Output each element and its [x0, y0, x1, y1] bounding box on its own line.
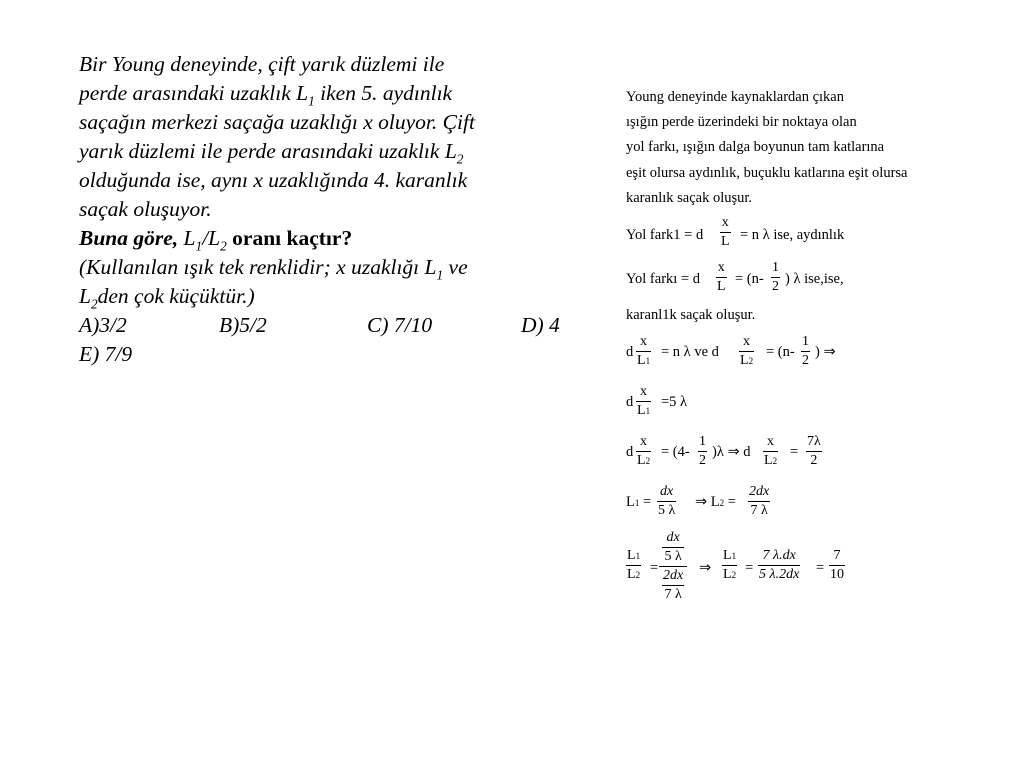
- solution-text-5: karanlık saçak oluşur.: [626, 190, 753, 206]
- problem-line-2: perde arasındaki uzaklık $L_1$ iken 5. aydınlık: [79, 81, 453, 109]
- problem-line-4: yarık düzlemi ile perde arasındaki uzaklık $L_2$: [79, 139, 464, 167]
- problem-line-1: Bir Young deneyinde, çift yarık düzlemi ile: [79, 52, 445, 76]
- choice-a: A)3/2: [79, 313, 127, 337]
- answer-choices: [79, 311, 574, 340]
- problem-line-5: olduğunda ise, aynı x uzaklığında 4. karanlık: [79, 168, 468, 192]
- note-line-1: (Kullanılan ışık tek renklidir; x uzaklığı $L_1$ ve: [79, 255, 468, 283]
- problem-line-3: saçağın merkezi saçağa uzaklığı x oluyor. Çift: [79, 110, 475, 134]
- problem-text: [79, 50, 574, 369]
- question-line: Buna göre, $L_1/L_2$ oranı kaçtır?: [79, 226, 353, 254]
- choice-d: D) 4: [521, 313, 560, 337]
- problem-line-6: saçak oluşuyor.: [79, 197, 212, 221]
- choice-b: B)5/2: [219, 313, 267, 337]
- solution-text-4: eşit olursa aydınlık, buçuklu katlarına eşit olursa: [626, 165, 908, 181]
- solution-text-1: Young deneyinde kaynaklardan çıkan: [626, 89, 844, 105]
- choice-e: E) 7/9: [79, 342, 133, 366]
- solution-text-2: ışığın perde üzerindeki bir noktaya olan: [626, 114, 857, 130]
- note-line-2: $L_2den$ çok küçüktür.): [79, 284, 255, 312]
- solution-text-3: yol farkı, ışığın dalga boyunun tam katlarına: [626, 139, 885, 155]
- solution-text-dark: karanl1k saçak oluşur.: [626, 307, 756, 323]
- choice-c: C) 7/10: [367, 313, 433, 337]
